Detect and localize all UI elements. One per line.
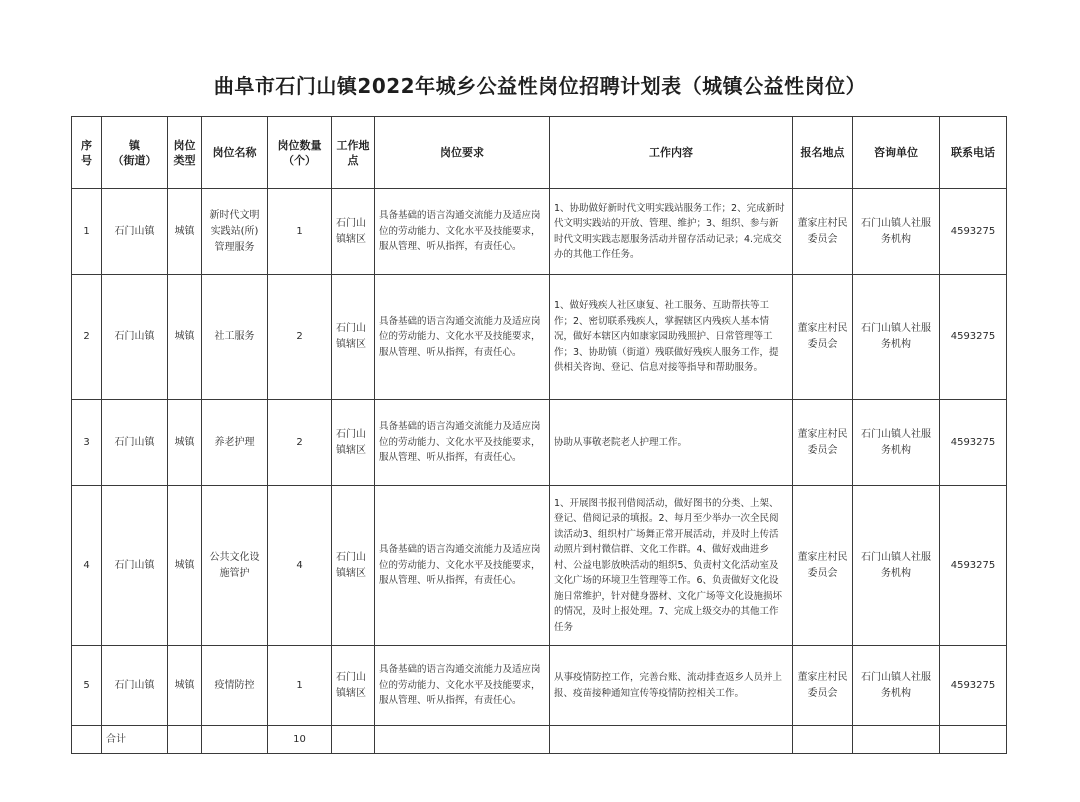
cell-apply-place: 董家庄村民委员会	[793, 189, 853, 275]
header-row	[72, 117, 1007, 189]
total-row	[72, 726, 1007, 754]
cell-town: 石门山镇	[102, 646, 168, 726]
recruitment-table	[71, 116, 1007, 754]
total-empty-location	[332, 726, 375, 754]
cell-quota: 1	[268, 189, 332, 275]
total-empty-apply	[793, 726, 853, 754]
header-requirement: 岗位要求	[375, 117, 550, 189]
cell-quota: 2	[268, 275, 332, 400]
header-phone: 联系电话	[940, 117, 1007, 189]
cell-apply-place: 董家庄村民委员会	[793, 646, 853, 726]
total-quota: 10	[268, 726, 332, 754]
cell-content: 1、协助做好新时代文明实践站服务工作；2、完成新时代文明实践站的开放、管理、维护；3、组织、参与新时代文明实践志愿服务活动并留存活动记录；4.完成交办的其他工作任务。	[550, 189, 793, 275]
cell-type: 城镇	[168, 189, 202, 275]
cell-index: 2	[72, 275, 102, 400]
cell-post: 养老护理	[202, 400, 268, 486]
cell-quota: 4	[268, 486, 332, 646]
cell-town: 石门山镇	[102, 400, 168, 486]
cell-location: 石门山镇辖区	[332, 646, 375, 726]
total-index-empty	[72, 726, 102, 754]
cell-index: 4	[72, 486, 102, 646]
cell-consult: 石门山镇人社服务机构	[853, 486, 940, 646]
cell-location: 石门山镇辖区	[332, 275, 375, 400]
total-empty-requirement	[375, 726, 550, 754]
header-index: 序号	[72, 117, 102, 189]
total-empty-post	[202, 726, 268, 754]
cell-requirement: 具备基础的语言沟通交流能力及适应岗位的劳动能力、文化水平及技能要求，服从管理、听从指挥，有责任心。	[375, 400, 550, 486]
header-post: 岗位名称	[202, 117, 268, 189]
cell-requirement: 具备基础的语言沟通交流能力及适应岗位的劳动能力、文化水平及技能要求，服从管理、听从指挥，有责任心。	[375, 275, 550, 400]
cell-content: 1、开展图书报刊借阅活动，做好图书的分类、上架、登记、借阅记录的填报。2、每月至少举办一次全民阅读活动3、组织村广场舞正常开展活动，并及时上传活动照片到村微信群、文化工作群。4、做好戏曲进乡村、公益电影放映活动的组织5、负责村文化活动室及文化广场的环境卫生管理等工作。6、负责做好文化设施日常维护，针对健身器材、文化广场等文化设施损坏的情况，及时上报处理。7、完成上级交办的其他工作任务	[550, 486, 793, 646]
cell-requirement: 具备基础的语言沟通交流能力及适应岗位的劳动能力、文化水平及技能要求，服从管理、听从指挥，有责任心。	[375, 486, 550, 646]
header-type: 岗位 类型	[168, 117, 202, 189]
header-location: 工作地 点	[332, 117, 375, 189]
cell-content: 协助从事敬老院老人护理工作。	[550, 400, 793, 486]
cell-apply-place: 董家庄村民委员会	[793, 400, 853, 486]
cell-post: 公共文化设施管护	[202, 486, 268, 646]
cell-phone: 4593275	[940, 189, 1007, 275]
cell-type: 城镇	[168, 400, 202, 486]
page-title: 曲阜市石门山镇2022年城乡公益性岗位招聘计划表（城镇公益性岗位）	[213, 74, 867, 98]
cell-requirement: 具备基础的语言沟通交流能力及适应岗位的劳动能力、文化水平及技能要求，服从管理、听从指挥，有责任心。	[375, 646, 550, 726]
cell-town: 石门山镇	[102, 486, 168, 646]
header-town: 镇 （街道）	[102, 117, 168, 189]
header-consult: 咨询单位	[853, 117, 940, 189]
cell-consult: 石门山镇人社服务机构	[853, 400, 940, 486]
cell-index: 1	[72, 189, 102, 275]
total-empty-phone	[940, 726, 1007, 754]
cell-type: 城镇	[168, 486, 202, 646]
cell-apply-place: 董家庄村民委员会	[793, 486, 853, 646]
total-empty-type	[168, 726, 202, 754]
total-empty-content	[550, 726, 793, 754]
cell-post: 社工服务	[202, 275, 268, 400]
cell-quota: 1	[268, 646, 332, 726]
cell-type: 城镇	[168, 275, 202, 400]
cell-consult: 石门山镇人社服务机构	[853, 275, 940, 400]
cell-requirement: 具备基础的语言沟通交流能力及适应岗位的劳动能力、文化水平及技能要求，服从管理、听从指挥，有责任心。	[375, 189, 550, 275]
cell-location: 石门山镇辖区	[332, 486, 375, 646]
cell-location: 石门山镇辖区	[332, 400, 375, 486]
cell-index: 5	[72, 646, 102, 726]
table-row	[72, 486, 1007, 646]
header-content: 工作内容	[550, 117, 793, 189]
cell-type: 城镇	[168, 646, 202, 726]
cell-quota: 2	[268, 400, 332, 486]
cell-index: 3	[72, 400, 102, 486]
total-empty-consult	[853, 726, 940, 754]
cell-phone: 4593275	[940, 486, 1007, 646]
cell-town: 石门山镇	[102, 189, 168, 275]
cell-consult: 石门山镇人社服务机构	[853, 189, 940, 275]
cell-post: 疫情防控	[202, 646, 268, 726]
cell-consult: 石门山镇人社服务机构	[853, 646, 940, 726]
header-quota: 岗位数量 （个）	[268, 117, 332, 189]
cell-content: 从事疫情防控工作，完善台账、流动排查返乡人员并上报、疫苗接种通知宣传等疫情防控相关工作。	[550, 646, 793, 726]
cell-town: 石门山镇	[102, 275, 168, 400]
cell-apply-place: 董家庄村民委员会	[793, 275, 853, 400]
cell-phone: 4593275	[940, 275, 1007, 400]
table-row	[72, 646, 1007, 726]
total-label: 合计	[102, 726, 168, 754]
table-row	[72, 189, 1007, 275]
cell-phone: 4593275	[940, 400, 1007, 486]
cell-post: 新时代文明实践站(所)管理服务	[202, 189, 268, 275]
table-row	[72, 275, 1007, 400]
header-apply-place: 报名地点	[793, 117, 853, 189]
cell-location: 石门山镇辖区	[332, 189, 375, 275]
table-row	[72, 400, 1007, 486]
cell-content: 1、做好残疾人社区康复、社工服务、互助帮扶等工作；2、密切联系残疾人，掌握辖区内残疾人基本情况，做好本辖区内如康家园助残照护、日常管理等工作；3、协助镇（街道）残联做好残疾人服务工作，提供相关咨询、登记、信息对接等指导和帮助服务。	[550, 275, 793, 400]
cell-phone: 4593275	[940, 646, 1007, 726]
